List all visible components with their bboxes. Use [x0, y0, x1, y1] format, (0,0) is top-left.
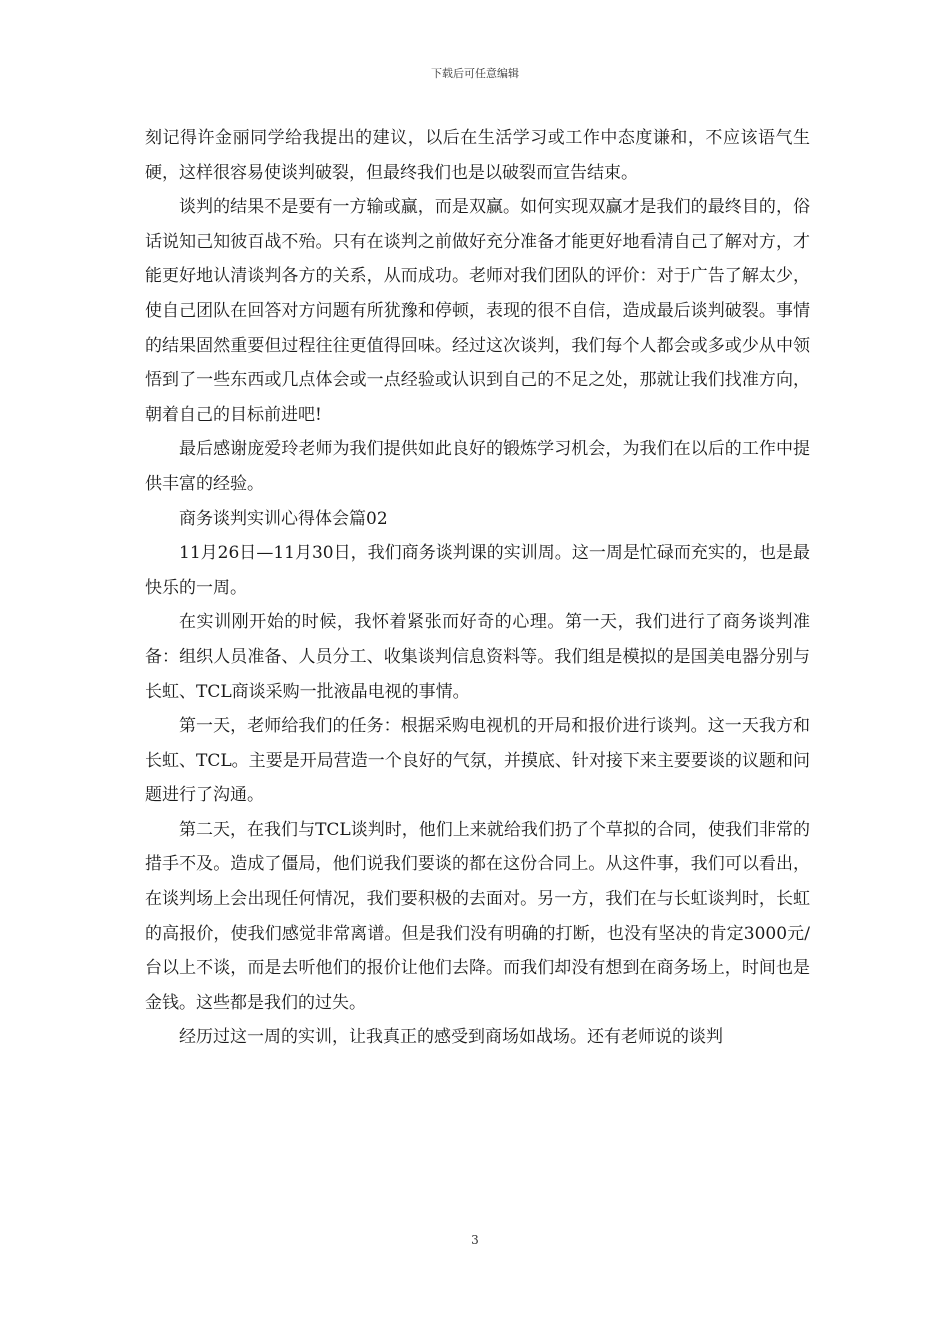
paragraph: 最后感谢庞爱玲老师为我们提供如此良好的锻炼学习机会，为我们在以后的工作中提供丰富的经验。	[145, 439, 810, 494]
paragraph: 11月26日—11月30日，我们商务谈判课的实训周。这一周是忙碌而充实的，也是最快乐的一周。	[145, 543, 810, 598]
page-header: 下载后可任意编辑	[431, 67, 519, 80]
paragraph: 在实训刚开始的时候，我怀着紧张而好奇的心理。第一天，我们进行了商务谈判准备：组织人员准备、人员分工、收集谈判信息资料等。我们组是模拟的是国美电器分别与长虹、TCL商谈采购一批液晶电视的事情。	[145, 612, 810, 702]
paragraph: 第一天，老师给我们的任务：根据采购电视机的开局和报价进行谈判。这一天我方和长虹、TCL。主要是开局营造一个良好的气氛，并摸底、针对接下来主要要谈的议题和问题进行了沟通。	[145, 716, 810, 806]
paragraph: 刻记得许金丽同学给我提出的建议，以后在生活学习或工作中态度谦和，不应该语气生硬，这样很容易使谈判破裂，但最终我们也是以破裂而宣告结束。	[145, 128, 810, 183]
paragraph: 谈判的结果不是要有一方输或赢，而是双赢。如何实现双赢才是我们的最终目的，俗话说知己知彼百战不殆。只有在谈判之前做好充分准备才能更好地看清自己了解对方，才能更好地认清谈判各方的关系，从而成功。老师对我们团队的评价：对于广告了解太少，使自己团队在回答对方问题有所犹豫和停顿，表现的很不自信，造成最后谈判破裂。事情的结果固然重要但过程往往更值得回味。经过这次谈判，我们每个人都会或多或少从中领悟到了一些东西或几点体会或一点经验或认识到自己的不足之处，那就让我们找准方向，朝着自己的目标前进吧!	[145, 197, 810, 425]
section-heading: 商务谈判实训心得体会篇02	[179, 508, 388, 529]
document-body	[145, 121, 810, 1055]
page-number: 3	[471, 1233, 479, 1247]
paragraph: 第二天，在我们与TCL谈判时，他们上来就给我们扔了个草拟的合同，使我们非常的措手不及。造成了僵局，他们说我们要谈的都在这份合同上。从这件事，我们可以看出，在谈判场上会出现任何情况，我们要积极的去面对。另一方，我们在与长虹谈判时，长虹的高报价，使我们感觉非常离谱。但是我们没有明确的打断，也没有坚决的肯定3000元/台以上不谈，而是去听他们的报价让他们去降。而我们却没有想到在商务场上，时间也是金钱。这些都是我们的过失。	[145, 819, 810, 1013]
paragraph: 经历过这一周的实训，让我真正的感受到商场如战场。还有老师说的谈判	[179, 1027, 723, 1048]
